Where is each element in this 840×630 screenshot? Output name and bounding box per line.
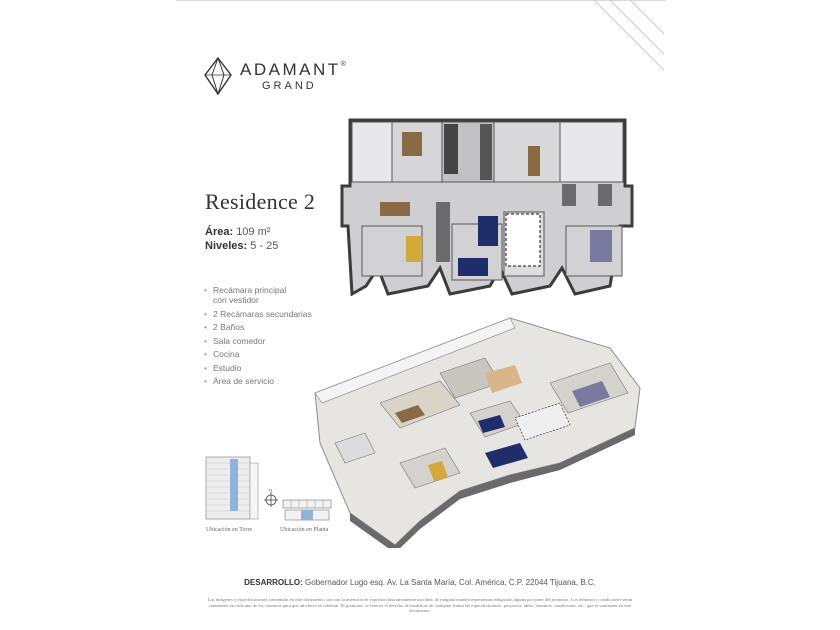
- diamond-gem-icon: [204, 57, 232, 95]
- levels-label: Niveles:: [205, 240, 248, 252]
- tower-caption: Ubicación en Torre: [206, 527, 253, 533]
- tower-highlight: [230, 459, 238, 511]
- floor-plan-2d: [340, 118, 635, 296]
- list-item: • Estudio: [204, 363, 312, 373]
- area-value: 109 m²: [236, 226, 271, 238]
- key-plan-diagram: [281, 497, 333, 523]
- brand-name: ADAMANT: [240, 59, 341, 79]
- residence-title: Residence 2: [205, 189, 316, 214]
- compass-letter: N: [269, 488, 272, 493]
- developer-address-text: Gobernador Lugo esq. Av. La Santa María, Col. América, C.P. 22044 Tijuana, B.C.: [305, 578, 596, 587]
- floor-plan-3d: [310, 313, 645, 548]
- legal-disclaimer: Las imágenes y especificaciones contenidas en este documento, son con la intención de expresar ilustrativamente una idea, de ninguna manera representan obligación alguna por parte del promotor. Los términos y condiciones serán contenidos en cada uno de los contratos para que tal efecto se celebren. El promotor, se reserva el derecho de modificar de cualquier forma las especificaciones, proyectos, ideas, términos, condiciones, etc., que se contienen en este documento.: [207, 597, 633, 613]
- list-item: • Área de servicio: [204, 376, 312, 386]
- brand-subtitle: GRAND: [262, 79, 317, 92]
- compass-icon: [263, 488, 279, 508]
- area-label: Área:: [205, 226, 234, 238]
- list-item: • Sala comedor: [204, 336, 312, 346]
- area-line: [205, 226, 270, 238]
- levels-line: [205, 240, 278, 252]
- plan-caption: Ubicación en Planta: [280, 527, 329, 533]
- list-item: • 2 Baños: [204, 322, 312, 332]
- feature-list: [204, 285, 312, 390]
- list-item: • 2 Recámaras secundarias: [204, 309, 312, 319]
- developer-address: [0, 578, 840, 587]
- tower-location-diagram: [204, 455, 262, 523]
- list-item: • Cocina: [204, 349, 312, 359]
- list-item: • Recámara principal con vestidor: [204, 285, 293, 305]
- corner-decoration: [590, 0, 670, 80]
- plan-highlight: [301, 510, 313, 520]
- levels-value: 5 - 25: [250, 240, 279, 252]
- brand-logo: [204, 57, 348, 95]
- developer-label: DESARROLLO:: [244, 578, 303, 587]
- trademark-mark: ®: [340, 60, 349, 68]
